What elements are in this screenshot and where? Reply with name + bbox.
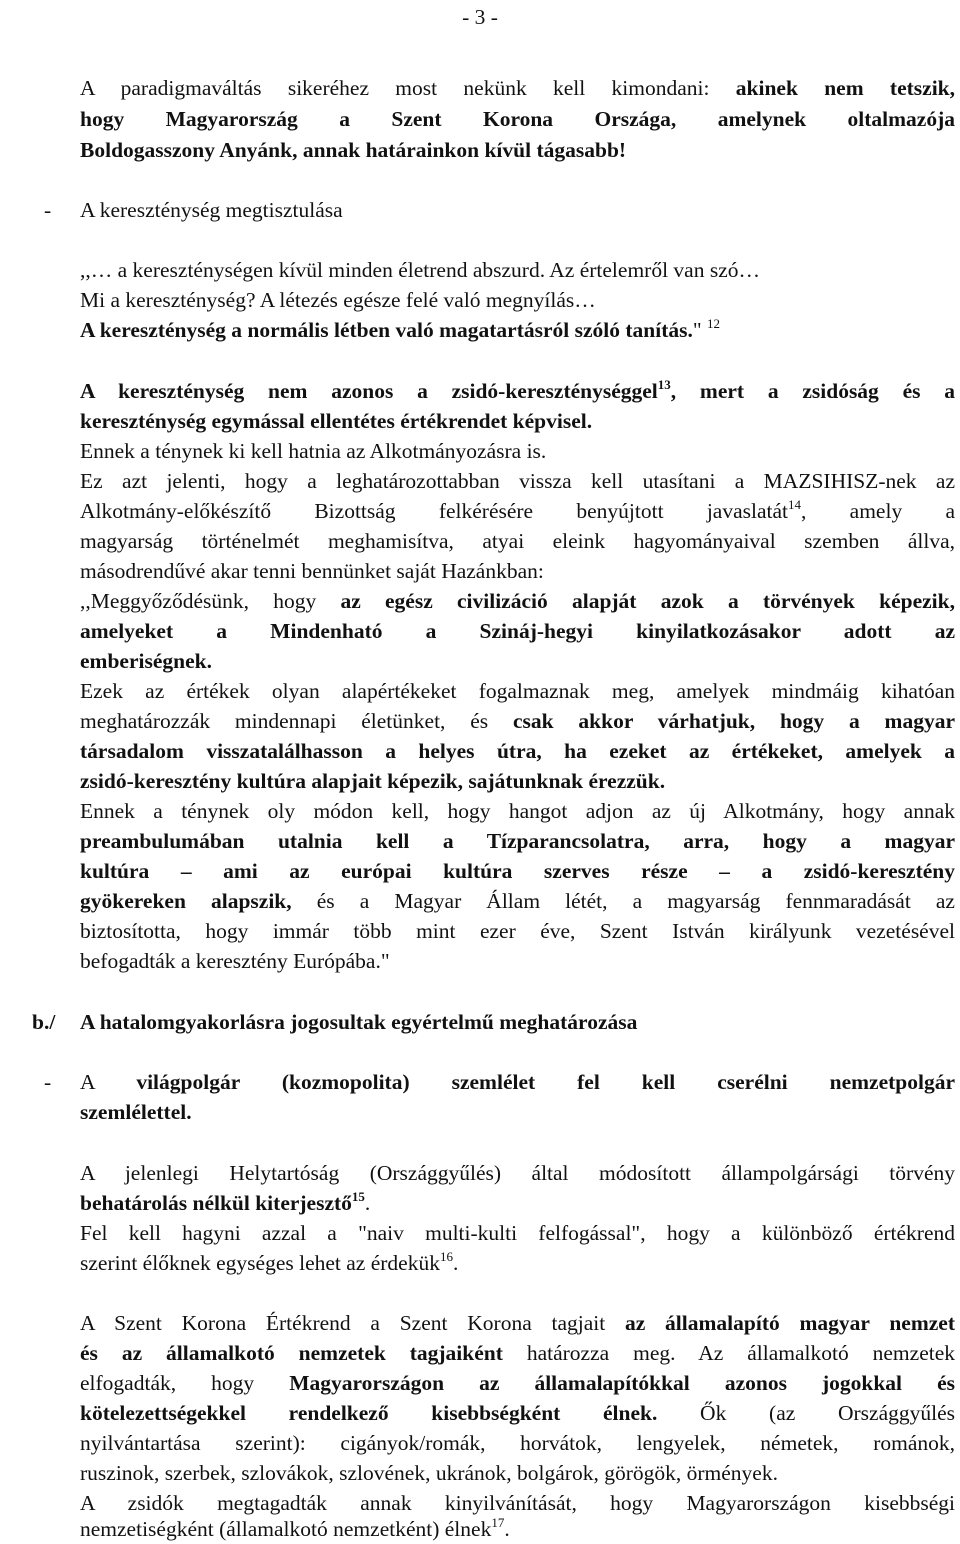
paragraph-6-line-2 <box>80 1189 955 1217</box>
bold-span: az egész civilizáció alapját azok a törvények képezik, <box>340 589 955 613</box>
text-span: határozza meg. Az államalkotó nemzetek <box>502 1341 955 1365</box>
bold-span: kötelezettségekkel rendelkező kisebbségként élnek. <box>80 1401 658 1425</box>
bold-span: A kereszténység a normális létben való magatartásról szóló tanítás. <box>80 318 693 342</box>
paragraph-3-line-5 <box>80 587 955 615</box>
page-number: - 3 - <box>462 5 498 29</box>
paragraph-2-line-3: Ennek a ténynek ki kell hatnia az Alkotmányozásra is. <box>80 439 547 463</box>
text-span: . <box>504 1517 510 1541</box>
bullet-dash: - <box>44 198 52 222</box>
bold-span: az államalapító magyar nemzet <box>625 1311 955 1335</box>
paragraph-5-line-4 <box>80 887 955 915</box>
paragraph-7-line-8 <box>80 1515 955 1543</box>
bold-span: akinek nem tetszik, <box>735 76 955 100</box>
paragraph-2-line-1 <box>80 377 955 405</box>
text-span: . <box>364 1191 371 1215</box>
footnote-ref: 17 <box>491 1515 505 1530</box>
paragraph-7-line-6: ruszinok, szerbek, szlovákok, szlovének, ukránok, bolgárok, görögök, örmények. <box>80 1461 778 1485</box>
paragraph-1-line-3: Boldogasszony Anyánk, annak határainkon kívül tágasabb! <box>80 138 627 162</box>
text-span: Ők (az Országgyűlés <box>657 1401 955 1425</box>
paragraph-5-line-3: kultúra – ami az európai kultúra szerves része – a zsidó-keresztény <box>80 859 955 883</box>
paragraph-1-line-2: hogy Magyarország a Szent Korona Országa, amelynek oltalmazója <box>80 107 955 131</box>
quote-line-1: ,,… a kereszténységen kívül minden életrend abszurd. Az értelemről van szó… <box>80 258 761 282</box>
paragraph-6-line-3: Fel kell hagyni azzal a "naiv multi-kulti felfogással", hogy a különböző értékrend <box>80 1221 955 1245</box>
text-span: és a Magyar Állam létét, a magyarság fennmaradását az <box>291 889 955 913</box>
paragraph-7-line-5: nyilvántartása szerint): cigányok/romák, horvátok, lengyelek, németek, románok, <box>80 1431 955 1455</box>
bold-span: gyökereken alapszik, <box>80 889 292 913</box>
quote-mark: " <box>692 318 702 342</box>
text-span: A <box>80 1070 137 1094</box>
bold-span: Magyarországon az államalapítókkal azonos jogokkal és <box>289 1371 955 1395</box>
text-span: elfogadták, hogy <box>80 1371 290 1395</box>
paragraph-7-line-4 <box>80 1399 955 1427</box>
paragraph-5-line-1: Ennek a ténynek oly módon kell, hogy hangot adjon az új Alkotmány, hogy annak <box>80 799 955 823</box>
bullet-2-line-1 <box>80 1068 955 1096</box>
footnote-ref: 14 <box>788 497 802 512</box>
paragraph-3-line-6: amelyeket a Mindenható a Szináj-hegyi kinyilatkozásakor adott az <box>80 619 955 643</box>
paragraph-3-line-2 <box>80 497 955 525</box>
bold-span: A kereszténység nem azonos a zsidó-kereszténységgel <box>80 379 658 403</box>
text-span: Alkotmány-előkészítő Bizottság felkérésére benyújtott javaslatát <box>80 499 789 523</box>
paragraph-7-line-2 <box>80 1339 955 1367</box>
footnote-ref: 15 <box>351 1189 365 1204</box>
text-span: ,,Meggyőződésünk, hogy <box>80 589 341 613</box>
paragraph-5-line-5: biztosította, hogy immár több mint ezer éve, Szent István királyunk vezetésével <box>80 919 955 943</box>
paragraph-7-line-7: A zsidók megtagadták annak kinyilvánítását, hogy Magyarországon kisebbségi <box>80 1491 955 1515</box>
paragraph-7-line-3 <box>80 1369 955 1397</box>
text-span: . <box>452 1251 459 1275</box>
paragraph-4-line-4: zsidó-keresztény kultúra alapjait képezik, sajátunknak érezzük. <box>80 769 666 793</box>
paragraph-3-line-1: Ez azt jelenti, hogy a leghatározottabban vissza kell utasítani a MAZSIHISZ-nek az <box>80 469 955 493</box>
paragraph-5-line-6: befogadták a keresztény Európába." <box>80 949 390 973</box>
paragraph-5-line-2: preambulumában utalnia kell a Tízparancsolatra, arra, hogy a magyar <box>80 829 955 853</box>
paragraph-4-line-2 <box>80 707 955 735</box>
paragraph-4-line-3: társadalom visszatalálhasson a helyes útra, ha ezeket az értékeket, amelyek a <box>80 739 955 763</box>
bold-span: és az államalkotó nemzetek tagjaiként <box>80 1341 503 1365</box>
text-span: A Szent Korona Értékrend a Szent Korona tagjait <box>80 1311 625 1335</box>
text-span: , amely a <box>801 499 955 523</box>
quote-line-3 <box>80 316 955 344</box>
paragraph-2-line-2: kereszténység egymással ellentétes értékrendet képvisel. <box>80 409 593 433</box>
paragraph-1-line-1 <box>80 74 955 102</box>
text-span: A paradigmaváltás sikeréhez most nekünk kell kimondani: <box>80 76 736 100</box>
bold-span: , mert a zsidóság és a <box>670 379 955 403</box>
footnote-ref: 16 <box>439 1249 453 1264</box>
paragraph-6-line-1: A jelenlegi Helytartóság (Országgyűlés) által módosított állampolgársági törvény <box>80 1161 955 1185</box>
paragraph-3-line-7: emberiségnek. <box>80 649 212 673</box>
text-span: meghatározzák mindennapi életünket, és <box>80 709 513 733</box>
paragraph-3-line-3: magyarság történelmét meghamisítva, atyai eleink hagyományaival szemben állva, <box>80 529 955 553</box>
paragraph-4-line-1: Ezek az értékek olyan alapértékeket fogalmaznak meg, amelyek mindmáig kihatóan <box>80 679 955 703</box>
footnote-ref: 13 <box>657 377 671 392</box>
paragraph-6-line-4 <box>80 1249 955 1277</box>
bold-span: csak akkor várhatjuk, hogy a magyar <box>512 709 955 733</box>
paragraph-3-line-4: másodrendűvé akar tenni bennünket saját Hazánkban: <box>80 559 544 583</box>
paragraph-7-line-1 <box>80 1309 955 1337</box>
text-span: nemzetiségként (államalkotó nemzetként) élnek <box>80 1517 492 1541</box>
section-b-label: b./ <box>32 1010 56 1034</box>
quote-line-2: Mi a kereszténység? A létezés egésze felé való megnyílás… <box>80 288 596 312</box>
section-b-heading: A hatalomgyakorlásra jogosultak egyértelmű meghatározása <box>80 1010 638 1034</box>
bold-span: behatárolás nélkül kiterjesztő <box>80 1191 352 1215</box>
text-span: szerint élőknek egységes lehet az érdekük <box>80 1251 440 1275</box>
bullet-dash: - <box>44 1070 52 1094</box>
footnote-ref: 12 <box>707 316 721 331</box>
bold-span: világpolgár (kozmopolita) szemlélet fel kell cserélni nemzetpolgár <box>136 1070 955 1094</box>
bullet-2-line-2: szemlélettel. <box>80 1100 192 1124</box>
section-heading-christianity: A kereszténység megtisztulása <box>80 198 343 222</box>
